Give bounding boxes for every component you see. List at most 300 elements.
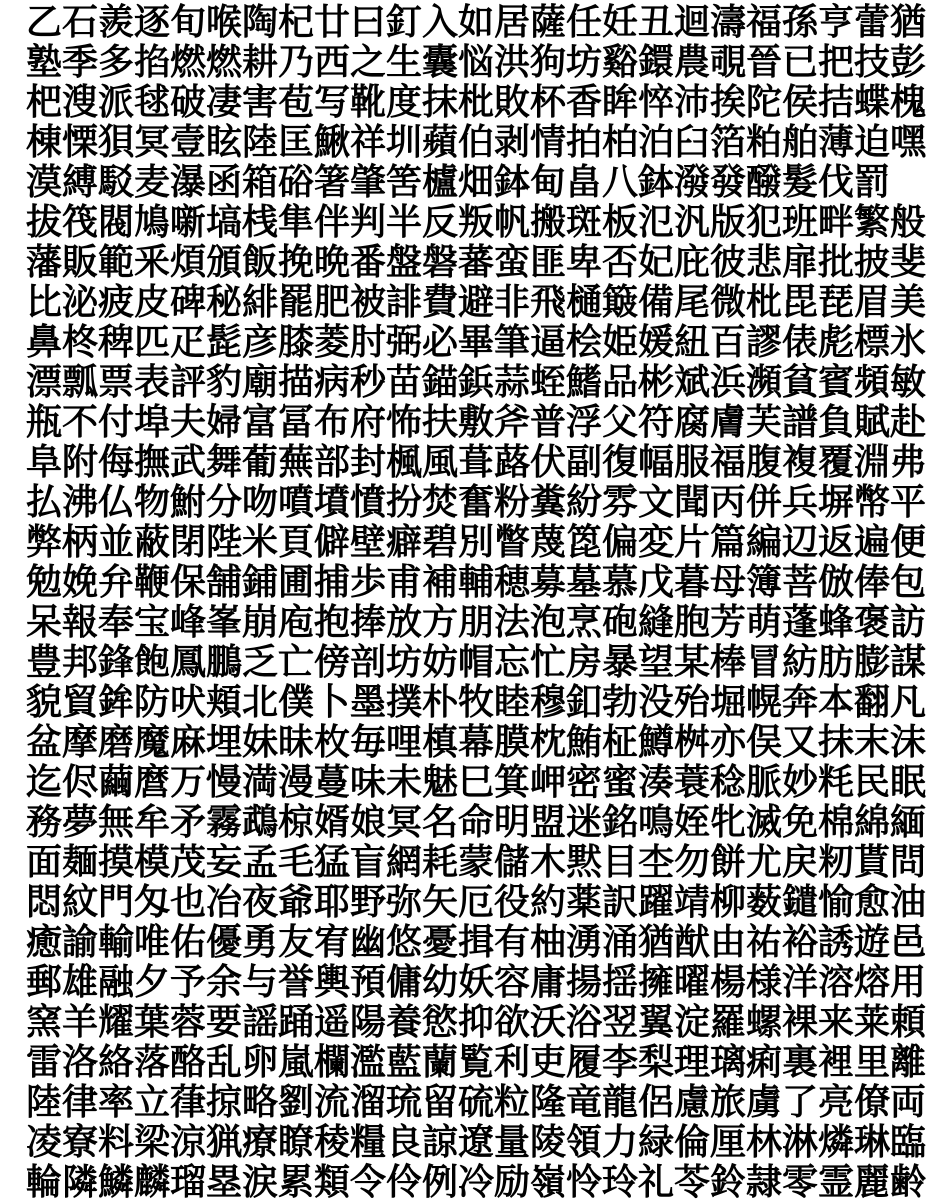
glyph: 猶 [890, 1, 926, 43]
glyph: 判 [350, 201, 387, 243]
glyph: 孟 [242, 841, 279, 883]
glyph: 弼 [386, 321, 423, 363]
glyph: 隼 [278, 201, 315, 243]
glyph: 梨 [638, 1041, 675, 1083]
glyph: 如 [458, 1, 495, 43]
glyph: 洛 [62, 1041, 99, 1083]
glyph: 物 [134, 481, 171, 523]
glyph: 豹 [206, 361, 243, 403]
glyph: 斧 [494, 401, 531, 443]
glyph: 雷 [26, 1041, 63, 1083]
glyph: 瓶 [26, 401, 63, 443]
glyph: 燐 [818, 1121, 855, 1163]
glyph: 盆 [26, 721, 63, 763]
glyph: 匹 [134, 321, 171, 363]
glyph: 勿 [674, 841, 711, 883]
glyph: 巳 [458, 761, 495, 803]
glyph: 票 [98, 361, 135, 403]
glyph: 妨 [422, 641, 459, 683]
glyph: 孫 [782, 1, 819, 43]
glyph: 派 [98, 81, 135, 123]
glyph: 畠 [566, 161, 603, 203]
glyph: 沫 [890, 721, 926, 763]
glyph: 兵 [782, 481, 819, 523]
glyph: 靖 [674, 881, 711, 923]
glyph: 謡 [242, 1001, 279, 1043]
glyph: 貿 [62, 681, 99, 723]
glyph: 乙 [26, 1, 63, 43]
glyph: 牝 [710, 801, 747, 843]
glyph: 版 [710, 201, 747, 243]
glyph: 葺 [458, 441, 495, 483]
glyph: 浴 [566, 1001, 603, 1043]
character-row-6 [26, 201, 926, 243]
glyph: 侯 [782, 81, 819, 123]
glyph: 悲 [746, 241, 783, 283]
glyph: 夜 [242, 881, 279, 923]
glyph: 隆 [530, 1081, 567, 1123]
glyph: 誉 [278, 961, 315, 1003]
glyph: 舞 [206, 441, 243, 483]
glyph: 耀 [98, 1001, 135, 1043]
glyph: 情 [530, 121, 567, 163]
character-row-28 [26, 1081, 926, 1123]
glyph: 撫 [134, 441, 171, 483]
glyph: 免 [782, 801, 819, 843]
glyph: 揚 [566, 961, 603, 1003]
glyph: 邑 [890, 921, 926, 963]
glyph: 把 [818, 41, 855, 83]
glyph: 容 [494, 961, 531, 1003]
glyph: 羅 [710, 1001, 747, 1043]
glyph: 緋 [242, 281, 279, 323]
glyph: 拮 [818, 81, 855, 123]
glyph: 耕 [242, 41, 279, 83]
glyph: 布 [314, 401, 351, 443]
glyph: 風 [422, 441, 459, 483]
glyph: 融 [98, 961, 135, 1003]
glyph: 脈 [746, 761, 783, 803]
glyph: 房 [566, 641, 603, 683]
glyph: 了 [782, 1081, 819, 1123]
glyph: 僚 [854, 1081, 891, 1123]
glyph: 農 [674, 41, 711, 83]
glyph: 猶 [638, 921, 675, 963]
glyph: 隷 [746, 1161, 783, 1203]
glyph: 鱒 [638, 721, 675, 763]
glyph: 薮 [746, 881, 783, 923]
glyph: 侭 [62, 761, 99, 803]
glyph: 理 [674, 1041, 711, 1083]
glyph: 怖 [386, 401, 423, 443]
glyph: 非 [494, 281, 531, 323]
glyph: 僕 [278, 681, 315, 723]
glyph: 鋒 [98, 641, 135, 683]
glyph: 府 [350, 401, 387, 443]
glyph: 釆 [134, 241, 171, 283]
glyph: 嘿 [890, 121, 926, 163]
glyph: 網 [386, 841, 423, 883]
glyph: 麻 [170, 721, 207, 763]
glyph: 媛 [638, 321, 675, 363]
glyph: 補 [422, 561, 459, 603]
glyph: 謀 [890, 641, 926, 683]
glyph: 頬 [206, 681, 243, 723]
glyph: 椋 [278, 801, 315, 843]
glyph: 潑 [674, 161, 711, 203]
glyph: 度 [386, 81, 423, 123]
glyph: 妹 [242, 721, 279, 763]
glyph: 命 [458, 801, 495, 843]
character-row-25 [26, 961, 926, 1003]
glyph: 曜 [674, 961, 711, 1003]
glyph: 柏 [602, 121, 639, 163]
glyph: 娩 [62, 561, 99, 603]
character-row-27 [26, 1041, 926, 1083]
glyph: 浮 [566, 401, 603, 443]
glyph: 文 [638, 481, 675, 523]
glyph: 簿 [746, 561, 783, 603]
glyph: 変 [638, 521, 675, 563]
glyph: 湊 [638, 761, 675, 803]
glyph: 叛 [458, 201, 495, 243]
glyph: 磨 [98, 721, 135, 763]
calligraphy-character-sheet [26, 1, 926, 1203]
glyph: 櫨 [422, 161, 459, 203]
glyph: 碧 [422, 521, 459, 563]
glyph: 放 [386, 601, 423, 643]
glyph: 暮 [674, 561, 711, 603]
glyph: 肇 [350, 161, 387, 203]
glyph: 窯 [26, 1001, 63, 1043]
glyph: 誘 [818, 921, 855, 963]
glyph: 零 [782, 1161, 819, 1203]
glyph: 鳳 [170, 641, 207, 683]
glyph: 防 [134, 681, 171, 723]
glyph: 斐 [890, 241, 926, 283]
glyph: 聞 [674, 481, 711, 523]
glyph: 痢 [746, 1041, 783, 1083]
glyph: 儲 [494, 841, 531, 883]
glyph: 毬 [134, 81, 171, 123]
glyph: 李 [602, 1041, 639, 1083]
glyph: 封 [350, 441, 387, 483]
glyph: 範 [98, 241, 135, 283]
glyph: 螺 [746, 1001, 783, 1043]
glyph: 嵐 [278, 1041, 315, 1083]
glyph: 翻 [854, 681, 891, 723]
glyph: 令 [350, 1161, 387, 1203]
glyph: 柊 [62, 321, 99, 363]
glyph: 桧 [566, 321, 603, 363]
glyph: 福 [710, 441, 747, 483]
character-row-30 [26, 1161, 926, 1203]
glyph: 烹 [566, 601, 603, 643]
glyph: 莱 [854, 1001, 891, 1043]
glyph: 龍 [602, 1081, 639, 1123]
glyph: 褒 [854, 601, 891, 643]
glyph: 役 [494, 881, 531, 923]
glyph: 要 [206, 1001, 243, 1043]
glyph: 餅 [710, 841, 747, 883]
glyph: 繭 [98, 761, 135, 803]
glyph: 併 [746, 481, 783, 523]
glyph: 卵 [242, 1041, 279, 1083]
glyph: 微 [710, 281, 747, 323]
glyph: 劉 [278, 1081, 315, 1123]
glyph: 稗 [98, 321, 135, 363]
glyph: 綿 [854, 801, 891, 843]
glyph: 罰 [854, 161, 891, 203]
glyph: 薬 [566, 881, 603, 923]
glyph: 預 [350, 961, 387, 1003]
glyph: 模 [134, 841, 171, 883]
glyph: 暴 [602, 641, 639, 683]
glyph: 麗 [854, 1161, 891, 1203]
glyph: 密 [566, 761, 603, 803]
character-row-9 [26, 321, 926, 363]
glyph: 弥 [386, 881, 423, 923]
glyph: 扉 [782, 241, 819, 283]
glyph: 輔 [458, 561, 495, 603]
character-row-26 [26, 1001, 926, 1043]
glyph: 扶 [422, 401, 459, 443]
glyph: 淋 [782, 1121, 819, 1163]
glyph: 亦 [710, 721, 747, 763]
glyph: 料 [98, 1121, 135, 1163]
glyph: 欄 [314, 1041, 351, 1083]
glyph: 枕 [530, 721, 567, 763]
glyph: 本 [818, 681, 855, 723]
glyph: 匁 [134, 881, 171, 923]
glyph: 皮 [134, 281, 171, 323]
glyph: 湧 [566, 921, 603, 963]
glyph: 覧 [458, 1041, 495, 1083]
glyph: 茂 [170, 841, 207, 883]
glyph: 葎 [170, 1081, 207, 1123]
glyph: 尤 [746, 841, 783, 883]
glyph: 奉 [98, 601, 135, 643]
glyph: 藩 [26, 241, 63, 283]
glyph: 幌 [746, 681, 783, 723]
glyph: 桝 [674, 721, 711, 763]
glyph: 服 [674, 441, 711, 483]
glyph: 例 [422, 1161, 459, 1203]
glyph: 之 [350, 41, 387, 83]
glyph: 祥 [350, 121, 387, 163]
glyph: 浜 [710, 361, 747, 403]
glyph: 蒜 [494, 361, 531, 403]
glyph: 頒 [206, 241, 243, 283]
glyph: 蔽 [134, 521, 171, 563]
glyph: 番 [350, 241, 387, 283]
glyph: 幼 [422, 961, 459, 1003]
glyph: 評 [170, 361, 207, 403]
glyph: 酪 [170, 1041, 207, 1083]
glyph: 壁 [350, 521, 387, 563]
glyph: 蔑 [530, 521, 567, 563]
glyph: 利 [494, 1041, 531, 1083]
character-row-24 [26, 921, 926, 963]
glyph: 琵 [818, 281, 855, 323]
glyph: 米 [242, 521, 279, 563]
glyph: 靴 [350, 81, 387, 123]
glyph: 磐 [422, 241, 459, 283]
glyph: 箱 [242, 161, 279, 203]
character-row-18 [26, 681, 926, 723]
glyph: 野 [350, 881, 387, 923]
glyph: 略 [242, 1081, 279, 1123]
glyph: 猛 [314, 841, 351, 883]
character-row-10 [26, 361, 926, 403]
glyph: 丙 [710, 481, 747, 523]
glyph: 蜜 [602, 761, 639, 803]
glyph: 冥 [386, 801, 423, 843]
glyph: 淵 [854, 441, 891, 483]
glyph: 美 [890, 281, 926, 323]
glyph: 筏 [62, 201, 99, 243]
glyph: 名 [422, 801, 459, 843]
glyph: 民 [854, 761, 891, 803]
character-row-29 [26, 1121, 926, 1163]
glyph: 抹 [422, 81, 459, 123]
glyph: 避 [458, 281, 495, 323]
glyph: 枇 [458, 81, 495, 123]
glyph: 摸 [98, 841, 135, 883]
glyph: 諭 [62, 921, 99, 963]
glyph: 摩 [62, 721, 99, 763]
glyph: 憂 [422, 921, 459, 963]
glyph: 鉾 [98, 681, 135, 723]
glyph: 苓 [674, 1161, 711, 1203]
glyph: 簸 [602, 281, 639, 323]
glyph: 圃 [278, 561, 315, 603]
glyph: 麺 [62, 841, 99, 883]
glyph: 挨 [710, 81, 747, 123]
glyph: 費 [422, 281, 459, 323]
glyph: 掠 [206, 1081, 243, 1123]
glyph: 任 [566, 1, 603, 43]
glyph: 方 [422, 601, 459, 643]
glyph: 輿 [314, 961, 351, 1003]
glyph: 紡 [782, 641, 819, 683]
glyph: 猟 [206, 1121, 243, 1163]
glyph: 宥 [314, 921, 351, 963]
glyph: 燃 [170, 41, 207, 83]
glyph: 悴 [638, 81, 675, 123]
glyph: 虜 [746, 1081, 783, 1123]
glyph: 苗 [386, 361, 423, 403]
glyph: 有 [494, 921, 531, 963]
glyph: 墓 [566, 561, 603, 603]
character-row-12 [26, 441, 926, 483]
glyph: 稔 [710, 761, 747, 803]
glyph: 瀕 [746, 361, 783, 403]
glyph: 眠 [890, 761, 926, 803]
glyph: 面 [26, 841, 63, 883]
glyph: 瓢 [62, 361, 99, 403]
glyph: 埠 [134, 401, 171, 443]
character-row-16 [26, 601, 926, 643]
glyph: 明 [494, 801, 531, 843]
glyph: 涼 [170, 1121, 207, 1163]
glyph: 溲 [62, 81, 99, 123]
glyph: 蝶 [854, 81, 891, 123]
glyph: 勃 [602, 681, 639, 723]
glyph: 縛 [62, 161, 99, 203]
glyph: 緬 [890, 801, 926, 843]
glyph: 蜂 [818, 601, 855, 643]
glyph: 鉢 [494, 161, 531, 203]
glyph: 豊 [26, 641, 63, 683]
glyph: 泡 [530, 601, 567, 643]
glyph: 臨 [890, 1121, 926, 1163]
glyph: 盤 [386, 241, 423, 283]
glyph: 竜 [566, 1081, 603, 1123]
glyph: 武 [170, 441, 207, 483]
glyph: 侶 [638, 1081, 675, 1123]
glyph: 北 [242, 681, 279, 723]
glyph: 箆 [566, 521, 603, 563]
glyph: 糧 [350, 1121, 387, 1163]
glyph: 腐 [674, 401, 711, 443]
glyph: 朋 [458, 601, 495, 643]
glyph: 戻 [782, 841, 819, 883]
glyph: 尾 [674, 281, 711, 323]
glyph: 緑 [638, 1121, 675, 1163]
glyph: 礼 [638, 1161, 675, 1203]
glyph: 牧 [458, 681, 495, 723]
glyph: 約 [530, 881, 567, 923]
glyph: 迴 [674, 1, 711, 43]
glyph: 羨 [98, 1, 135, 43]
glyph: 旅 [710, 1081, 747, 1123]
glyph: 俣 [746, 721, 783, 763]
glyph: 淀 [674, 1001, 711, 1043]
glyph: 剥 [494, 121, 531, 163]
glyph: 疋 [170, 321, 207, 363]
glyph: 粉 [494, 481, 531, 523]
glyph: 捕 [314, 561, 351, 603]
glyph: 雄 [62, 961, 99, 1003]
glyph: 百 [710, 321, 747, 363]
glyph: 柾 [602, 721, 639, 763]
glyph: 幣 [854, 481, 891, 523]
glyph: 鵬 [206, 641, 243, 683]
glyph: 迫 [854, 121, 891, 163]
glyph: 樋 [566, 281, 603, 323]
glyph: 輪 [26, 1161, 63, 1203]
glyph: 与 [242, 961, 279, 1003]
glyph: 奔 [782, 681, 819, 723]
glyph: 部 [314, 441, 351, 483]
glyph: 桟 [242, 201, 279, 243]
glyph: 羊 [62, 1001, 99, 1043]
glyph: 幅 [638, 441, 675, 483]
glyph: 膚 [710, 401, 747, 443]
glyph: 勉 [26, 561, 63, 603]
character-row-14 [26, 521, 926, 563]
glyph: 噺 [170, 201, 207, 243]
glyph: 八 [602, 161, 639, 203]
glyph: 鋲 [458, 361, 495, 403]
glyph: 害 [242, 81, 279, 123]
glyph: 謬 [746, 321, 783, 363]
glyph: 瞭 [278, 1121, 315, 1163]
glyph: 遼 [458, 1121, 495, 1163]
glyph: 瞥 [494, 521, 531, 563]
glyph: 勇 [242, 921, 279, 963]
